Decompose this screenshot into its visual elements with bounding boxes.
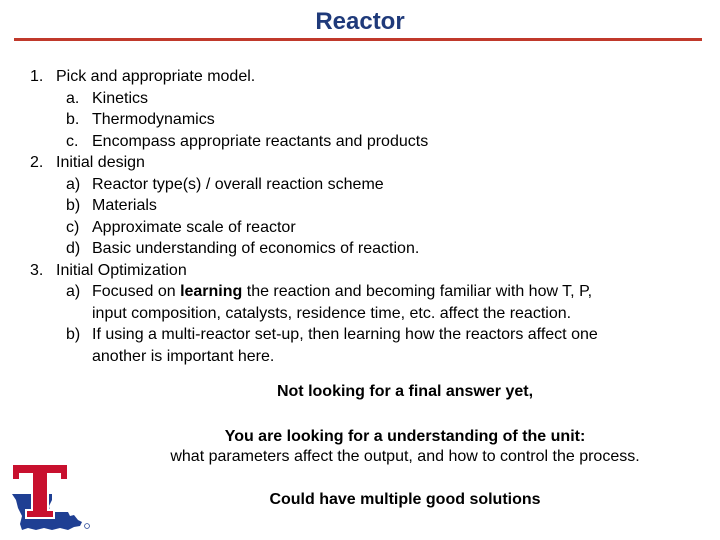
outline-subitem — [30, 174, 700, 196]
subitem-number: d) — [66, 240, 81, 257]
outline-subitem — [30, 195, 700, 217]
outline-item-text: Initial Optimization — [56, 261, 187, 279]
slide-title: Reactor — [315, 8, 405, 35]
subitem-text: Reactor type(s) / overall reaction scheme — [92, 175, 384, 193]
note-final-answer: Not looking for a final answer yet, — [276, 383, 534, 400]
outline-list — [30, 66, 700, 367]
subitem-number: b. — [66, 111, 80, 128]
subitem-number: c) — [66, 218, 80, 236]
outline-subitem — [30, 109, 700, 131]
subitem-number: a. — [66, 89, 80, 107]
outline-item-3 — [30, 260, 700, 282]
subitem-number: b) — [66, 326, 81, 343]
outline-item-1 — [30, 66, 700, 88]
note-understanding-detail: what parameters affect the output, and how to control the process. — [170, 448, 640, 465]
subitem-text: If using a multi-reactor set-up, then learning how the reactors affect one — [92, 326, 598, 343]
subitem-number: a) — [66, 175, 81, 193]
outline-item-number: 1. — [30, 68, 44, 85]
subitem-text-pre: Focused on — [92, 283, 181, 300]
subitem-text-emphasis: learning — [180, 283, 243, 300]
subitem-number: b) — [66, 197, 81, 214]
subitem-number: c. — [66, 132, 79, 150]
subitem-continuation: input composition, catalysts, residence time, etc. affect the reaction. — [92, 304, 572, 322]
subitem-text: Kinetics — [92, 89, 149, 107]
subitem-text: Encompass appropriate reactants and products — [92, 132, 429, 150]
outline-subitem — [30, 324, 700, 346]
outline-item-text: Pick and appropriate model. — [56, 68, 256, 85]
note-understanding-heading: You are looking for a understanding of the unit: — [224, 428, 586, 445]
subitem-text: Thermodynamics — [92, 111, 215, 128]
outline-subitem — [30, 131, 700, 153]
subitem-text-post: the reaction and becoming familiar with how T, P, — [242, 283, 593, 300]
outline-subitem — [30, 238, 700, 260]
title-underline — [14, 38, 702, 41]
outline-subitem — [30, 281, 700, 303]
outline-subitem — [30, 217, 700, 239]
outline-item-2 — [30, 152, 700, 174]
subitem-text: Basic understanding of economics of reaction. — [92, 240, 420, 257]
subitem-continuation: another is important here. — [92, 347, 275, 365]
subitem-number: a) — [66, 283, 81, 300]
latech-t-louisiana-logo-icon — [8, 460, 92, 532]
outline-item-number: 2. — [30, 154, 44, 171]
subitem-text: Approximate scale of reactor — [92, 218, 296, 236]
outline-item-number: 3. — [30, 261, 44, 279]
outline-subitem — [30, 88, 700, 110]
subitem-text: Materials — [92, 197, 157, 214]
outline-item-text: Initial design — [56, 154, 145, 171]
note-multiple-solutions: Could have multiple good solutions — [269, 491, 541, 508]
